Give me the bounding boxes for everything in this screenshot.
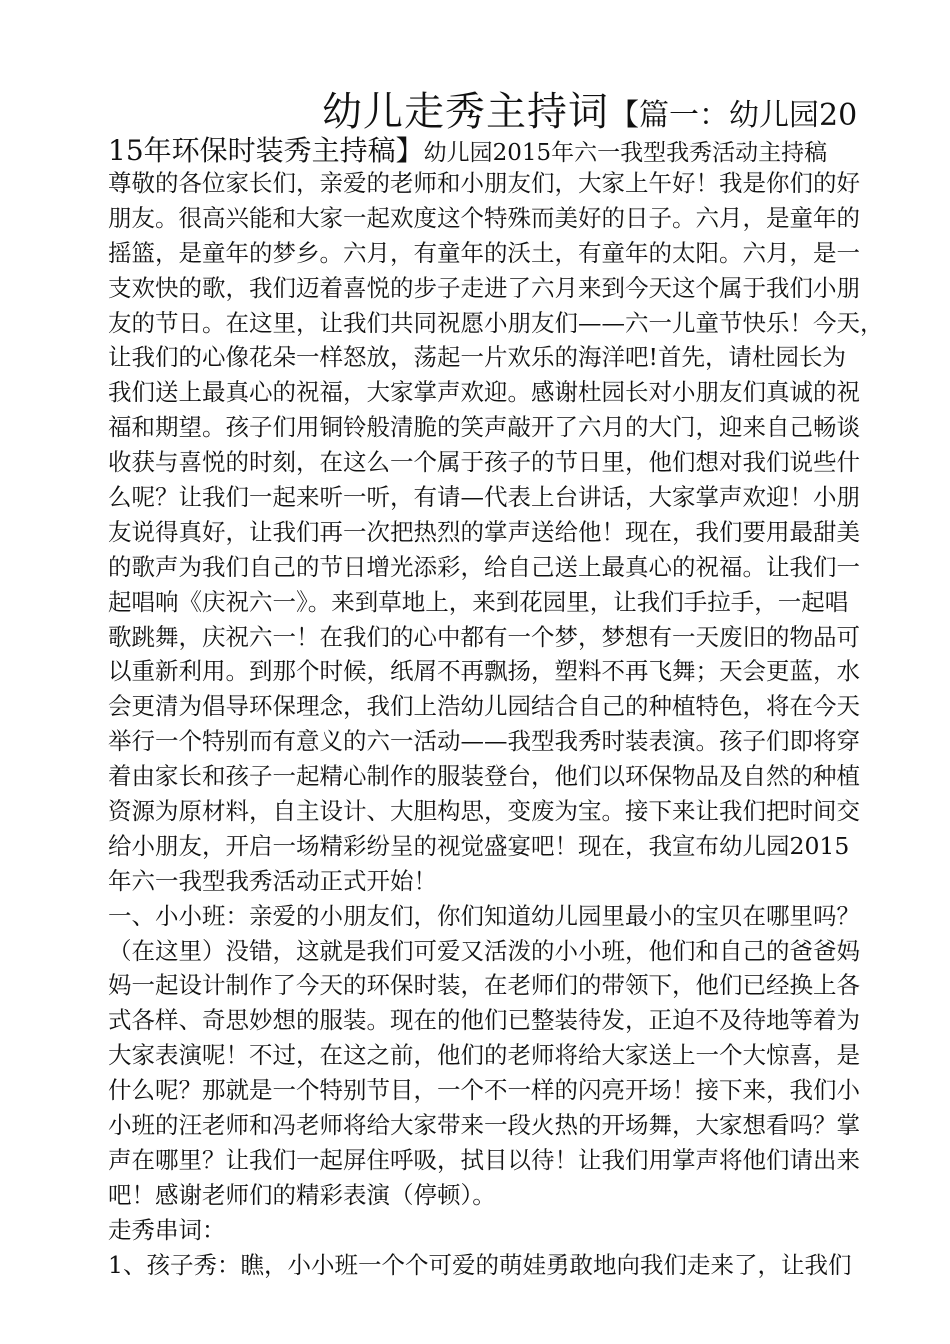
body-line: 给小朋友，开启一场精彩纷呈的视觉盛宴吧！现在，我宣布幼儿园2015 [108, 831, 850, 860]
body-line: 尊敬的各位家长们，亲爱的老师和小朋友们，大家上午好！我是你们的好 [108, 169, 860, 197]
body-line: 1、孩子秀：瞧，小小班一个个可爱的萌娃勇敢地向我们走来了，让我们 [108, 1250, 852, 1279]
body-line: （在这里）没错，这就是我们可爱又活泼的小小班，他们和自己的爸爸妈 [108, 936, 860, 965]
body-line: 吧！感谢老师们的精彩表演（停顿）。 [108, 1180, 496, 1209]
body-line: 收获与喜悦的时刻，在这么一个属于孩子的节日里，他们想对我们说些什 [108, 448, 860, 477]
body-line: 起唱响《庆祝六一》。来到草地上，来到花园里，让我们手拉手，一起唱 [108, 587, 849, 616]
body-line: 福和期望。孩子们用铜铃般清脆的笑声敲开了六月的大门，迎来自己畅谈 [108, 413, 860, 442]
body-line: 什么呢？那就是一个特别节目，一个不一样的闪亮开场！接下来，我们小 [108, 1076, 860, 1105]
body-line: 举行一个特别而有意义的六一活动——我型我秀时装表演。孩子们即将穿 [108, 727, 860, 756]
title-sub: 【篇一：幼儿园20 [609, 98, 858, 133]
body-line: 走秀串词： [108, 1215, 226, 1244]
body-line: 让我们的心像花朵一样怒放，荡起一片欢乐的海洋吧!首先，请杜园长为 [108, 343, 846, 372]
body-line: 以重新利用。到那个时候，纸屑不再飘扬，塑料不再飞舞；天会更蓝，水 [108, 657, 860, 686]
body-line: 会更清为倡导环保理念，我们上浩幼儿园结合自己的种植特色，将在今天 [108, 692, 860, 721]
body-line: 小班的汪老师和冯老师将给大家带来一段火热的开场舞，大家想看吗？掌 [108, 1111, 860, 1140]
subtitle-big: 15年环保时装秀主持稿】 [108, 134, 424, 167]
body-line: 的歌声为我们自己的节日增光添彩，给自己送上最真心的祝福。让我们一 [108, 552, 860, 581]
body-line: 么呢？让我们一起来听一听，有请—代表上台讲话，大家掌声欢迎！小朋 [108, 483, 860, 512]
body-line: 我们送上最真心的祝福，大家掌声欢迎。感谢杜园长对小朋友们真诚的祝 [108, 378, 860, 407]
body-line: 妈一起设计制作了今天的环保时装，在老师们的带领下，他们已经换上各 [108, 971, 860, 1000]
body-line: 支欢快的歌，我们迈着喜悦的步子走进了六月来到今天这个属于我们小朋 [108, 273, 860, 302]
body-line: 资源为原材料，自主设计、大胆构思，变废为宝。接下来让我们把时间交 [108, 797, 860, 826]
document-body [108, 166, 884, 1283]
body-line: 摇篮，是童年的梦乡。六月，有童年的沃土，有童年的太阳。六月，是一 [108, 238, 860, 267]
body-line: 声在哪里？让我们一起屏住呼吸，拭目以待！让我们用掌声将他们请出来 [108, 1145, 860, 1174]
body-line: 朋友。很高兴能和大家一起欢度这个特殊而美好的日子。六月，是童年的 [108, 203, 860, 232]
body-line: 友的节日。在这里，让我们共同祝愿小朋友们——六一儿童节快乐！今天， [108, 308, 884, 337]
body-line: 式各样、奇思妙想的服装。现在的他们已整装待发，正迫不及待地等着为 [108, 1006, 860, 1035]
body-line: 一、小小班：亲爱的小朋友们，你们知道幼儿园里最小的宝贝在哪里吗？ [108, 901, 860, 930]
body-line: 友说得真好，让我们再一次把热烈的掌声送给他！现在，我们要用最甜美 [108, 517, 860, 546]
body-line: 歌跳舞，庆祝六一！在我们的心中都有一个梦，梦想有一天废旧的物品可 [108, 622, 860, 651]
body-line: 大家表演呢！不过，在这之前，他们的老师将给大家送上一个大惊喜，是 [108, 1041, 860, 1070]
title-main: 幼儿走秀主持词 [322, 89, 609, 135]
body-line: 着由家长和孩子一起精心制作的服装登台，他们以环保物品及自然的种植 [108, 762, 860, 791]
subtitle-small: 幼儿园2015年六一我型我秀活动主持稿 [423, 140, 828, 166]
body-line: 年六一我型我秀活动正式开始！ [108, 866, 437, 895]
